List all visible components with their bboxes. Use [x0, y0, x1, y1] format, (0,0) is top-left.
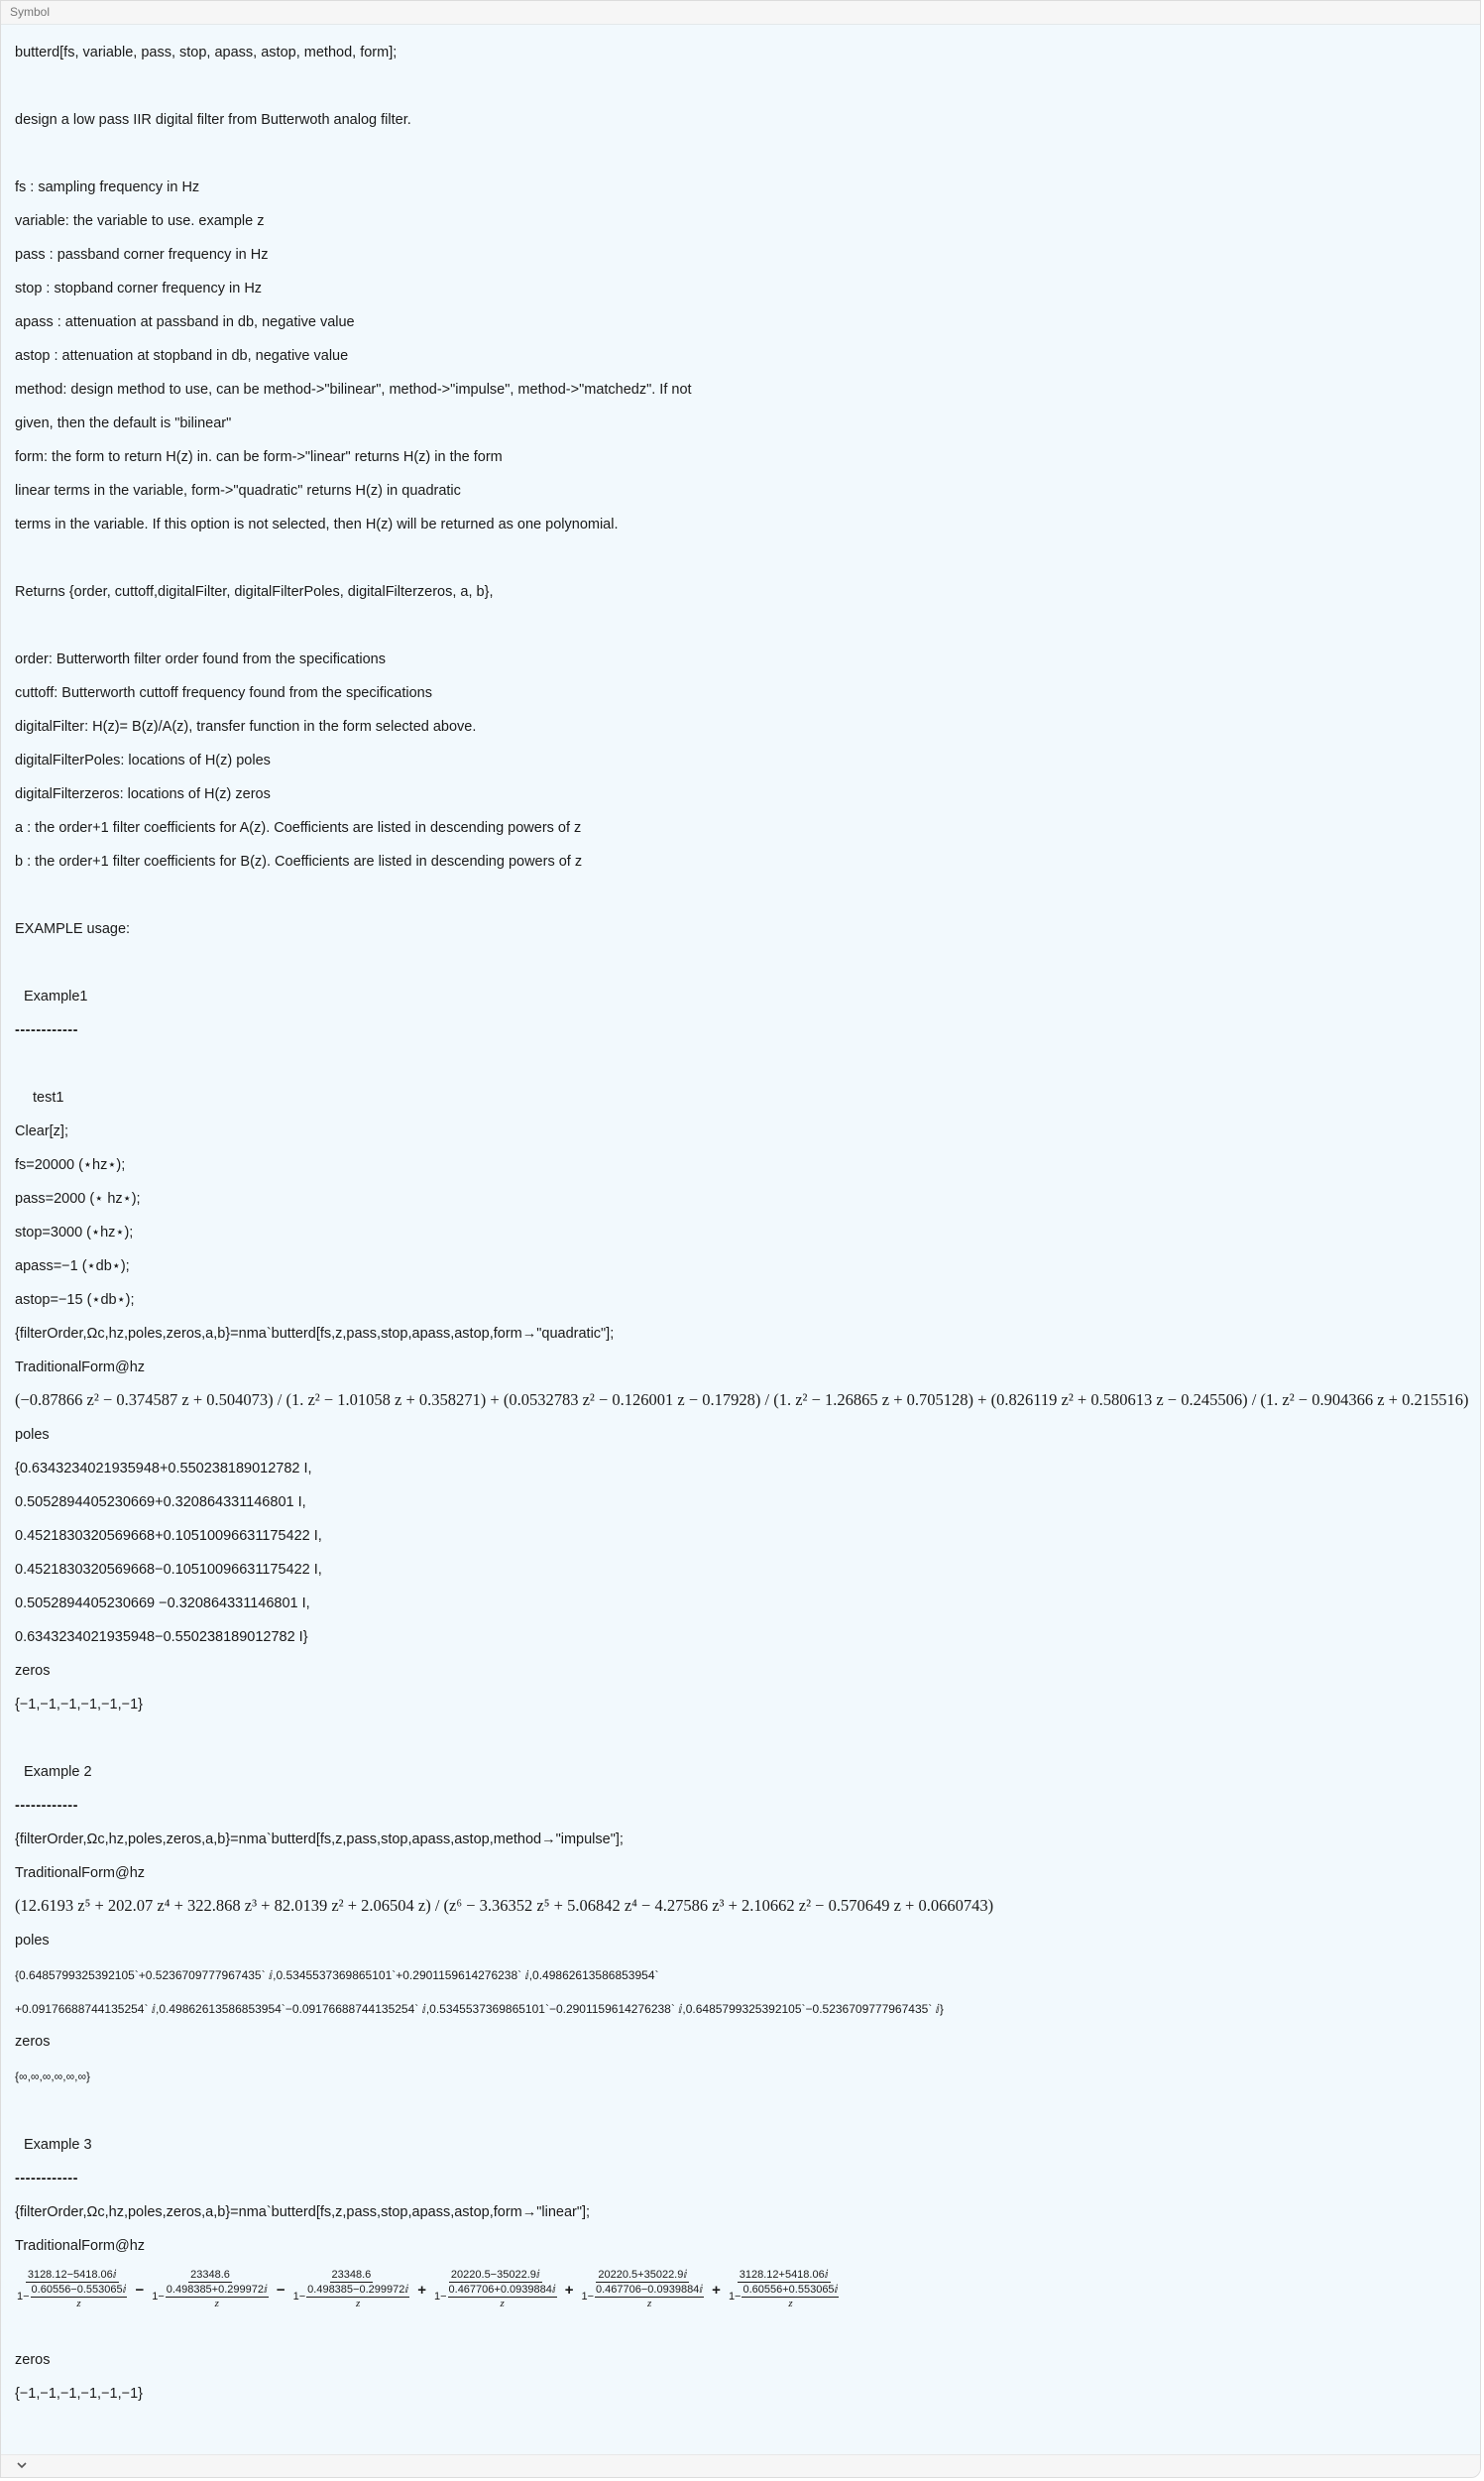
- param-line: form: the form to return H(z) in. can be form->"linear" returns H(z) in the form: [15, 449, 503, 465]
- code-line: apass=−1 (⋆db⋆);: [15, 1258, 130, 1274]
- return-item: order: Butterworth filter order found from the specifications: [15, 651, 386, 667]
- pole-value: 0.5052894405230669+0.320864331146801 I,: [15, 1494, 306, 1510]
- partial-fraction-term: 20220.5+35022.9ⅈ 1− 0.467706−0.0939884ⅈ z: [581, 2269, 704, 2309]
- code-line: {filterOrder,Ωc,hz,poles,zeros,a,b}=nma`butterd[fs,z,pass,stop,apass,astop,method→"impulse"];: [15, 1831, 624, 1847]
- code-line: stop=3000 (⋆hz⋆);: [15, 1225, 134, 1240]
- pole-value: 0.4521830320569668−0.10510096631175422 I,: [15, 1562, 322, 1578]
- zeros-value: {−1,−1,−1,−1,−1,−1}: [15, 2386, 144, 2402]
- pole-value: 0.4521830320569668+0.10510096631175422 I,: [15, 1528, 322, 1544]
- param-line: stop : stopband corner frequency in Hz: [15, 281, 263, 296]
- example2-title: Example 2: [24, 1764, 92, 1780]
- return-item: cuttoff: Butterworth cuttoff frequency found from the specifications: [15, 685, 432, 701]
- example1-subtitle: test1: [33, 1090, 64, 1106]
- usage-signature: butterd[fs, variable, pass, stop, apass, astop, method, form];: [15, 45, 398, 60]
- param-line: terms in the variable. If this option is not selected, then H(z) will be returned as one polynomial.: [15, 517, 619, 532]
- poles-label: poles: [15, 1427, 50, 1443]
- param-line: pass : passband corner frequency in Hz: [15, 247, 269, 263]
- pole-value: 0.6343234021935948−0.550238189012782 I}: [15, 1629, 308, 1645]
- return-item: digitalFilterPoles: locations of H(z) poles: [15, 753, 271, 768]
- return-item: digitalFilterzeros: locations of H(z) zeros: [15, 786, 271, 802]
- code-line: Clear[z];: [15, 1123, 68, 1139]
- return-item: a : the order+1 filter coefficients for A(z). Coefficients are listed in descending powers of z: [15, 820, 582, 836]
- param-line: method: design method to use, can be method->"bilinear", method->"impulse", method->"matchedz". If not: [15, 382, 692, 398]
- partial-fraction-term: 20220.5−35022.9ⅈ 1− 0.467706+0.0939884ⅈ z: [433, 2269, 556, 2309]
- code-line: astop=−15 (⋆db⋆);: [15, 1292, 135, 1308]
- param-line: given, then the default is "bilinear": [15, 415, 232, 431]
- separator: ------------: [15, 1798, 78, 1814]
- param-line: linear terms in the variable, form->"quadratic" returns H(z) in quadratic: [15, 483, 461, 499]
- pole-value: 0.5052894405230669 −0.320864331146801 I,: [15, 1595, 310, 1611]
- code-line: TraditionalForm@hz: [15, 2238, 146, 2254]
- param-line: apass : attenuation at passband in db, negative value: [15, 314, 355, 330]
- example-heading: EXAMPLE usage:: [15, 921, 131, 937]
- pole-value: {0.6343234021935948+0.550238189012782 I,: [15, 1461, 312, 1477]
- partial-fraction-term: 23348.6 1− 0.498385+0.299972ⅈ z: [152, 2269, 268, 2309]
- zeros-value: {∞,∞,∞,∞,∞,∞}: [15, 2069, 91, 2083]
- code-line: TraditionalForm@hz: [15, 1359, 146, 1375]
- code-line: fs=20000 (⋆hz⋆);: [15, 1157, 126, 1173]
- zeros-label: zeros: [15, 2352, 51, 2368]
- separator: ------------: [15, 1022, 78, 1038]
- chevron-down-icon[interactable]: [15, 2458, 29, 2472]
- card-header: Symbol: [1, 1, 1480, 25]
- hz-output: (−0.87866 z² − 0.374587 z + 0.504073) / (1. z² − 1.01058 z + 0.358271) + (0.0532783 z² − 0.126001 z − 0.17928) / (1. z² − 1.26865 z + 0.705128) + (0.826119 z² + 0.580613 z − 0.245506) / (1. z² − 0.904366 z + 0.215516): [15, 1390, 1469, 1409]
- pole-value: +0.09176688744135254` ⅈ,0.49862613586853954`−0.09176688744135254` ⅈ,0.5345537369865101`−0.2901159614276238` ⅈ,0.6485799325392105`−0.5236709777967435` ⅈ}: [15, 2002, 944, 2016]
- param-line: variable: the variable to use. example z: [15, 213, 265, 229]
- param-line: fs : sampling frequency in Hz: [15, 179, 200, 195]
- code-line: {filterOrder,Ωc,hz,poles,zeros,a,b}=nma`butterd[fs,z,pass,stop,apass,astop,form→"quadratic"];: [15, 1326, 615, 1342]
- hz-linear-output: 3128.12−5418.06ⅈ 1− 0.60556−0.553065ⅈ z − 23348.6 1− 0.498385+0.299972ⅈ z − 23348.6 1− 0.498385−0.299972ⅈ z + 20220.5−35022.9ⅈ 1− 0.467706+0.0939884ⅈ z + 20220.5+35022.9ⅈ 1− 0.467706−0.0939884ⅈ z + 3128.12+5418.06ⅈ 1− 0.60556+0.553065ⅈ z: [15, 2269, 841, 2310]
- code-line: {filterOrder,Ωc,hz,poles,zeros,a,b}=nma`butterd[fs,z,pass,stop,apass,astop,form→"linear"];: [15, 2204, 591, 2220]
- partial-fraction-term: 3128.12+5418.06ⅈ 1− 0.60556+0.553065ⅈ z: [728, 2269, 839, 2309]
- hz-output: (12.6193 z⁵ + 202.07 z⁴ + 322.868 z³ + 82.0139 z² + 2.06504 z) / (z⁶ − 3.36352 z⁵ + 5.06842 z⁴ − 4.27586 z³ + 2.10662 z² − 0.570649 z + 0.0660743): [15, 1896, 994, 1915]
- zeros-value: {−1,−1,−1,−1,−1,−1}: [15, 1697, 144, 1713]
- return-item: b : the order+1 filter coefficients for B(z). Coefficients are listed in descending powers of z: [15, 854, 583, 870]
- description: design a low pass IIR digital filter from Butterwoth analog filter.: [15, 112, 411, 128]
- example3-title: Example 3: [24, 2137, 92, 2153]
- code-line: pass=2000 (⋆ hz⋆);: [15, 1191, 141, 1207]
- zeros-label: zeros: [15, 2034, 51, 2050]
- partial-fraction-term: 3128.12−5418.06ⅈ 1− 0.60556−0.553065ⅈ z: [17, 2269, 127, 2309]
- zeros-label: zeros: [15, 1663, 51, 1679]
- example1-title: Example1: [24, 989, 88, 1004]
- poles-label: poles: [15, 1933, 50, 1949]
- separator: ------------: [15, 2171, 78, 2186]
- pole-value: {0.6485799325392105`+0.5236709777967435` ⅈ,0.5345537369865101`+0.2901159614276238` ⅈ,0.49862613586853954`: [15, 1968, 659, 1982]
- param-line: astop : attenuation at stopband in db, negative value: [15, 348, 349, 364]
- return-item: digitalFilter: H(z)= B(z)/A(z), transfer function in the form selected above.: [15, 719, 477, 735]
- partial-fraction-term: 23348.6 1− 0.498385−0.299972ⅈ z: [292, 2269, 409, 2309]
- card-footer: [1, 2454, 1480, 2477]
- returns-line: Returns {order, cuttoff,digitalFilter, digitalFilterPoles, digitalFilterzeros, a, b},: [15, 584, 494, 600]
- code-line: TraditionalForm@hz: [15, 1865, 146, 1881]
